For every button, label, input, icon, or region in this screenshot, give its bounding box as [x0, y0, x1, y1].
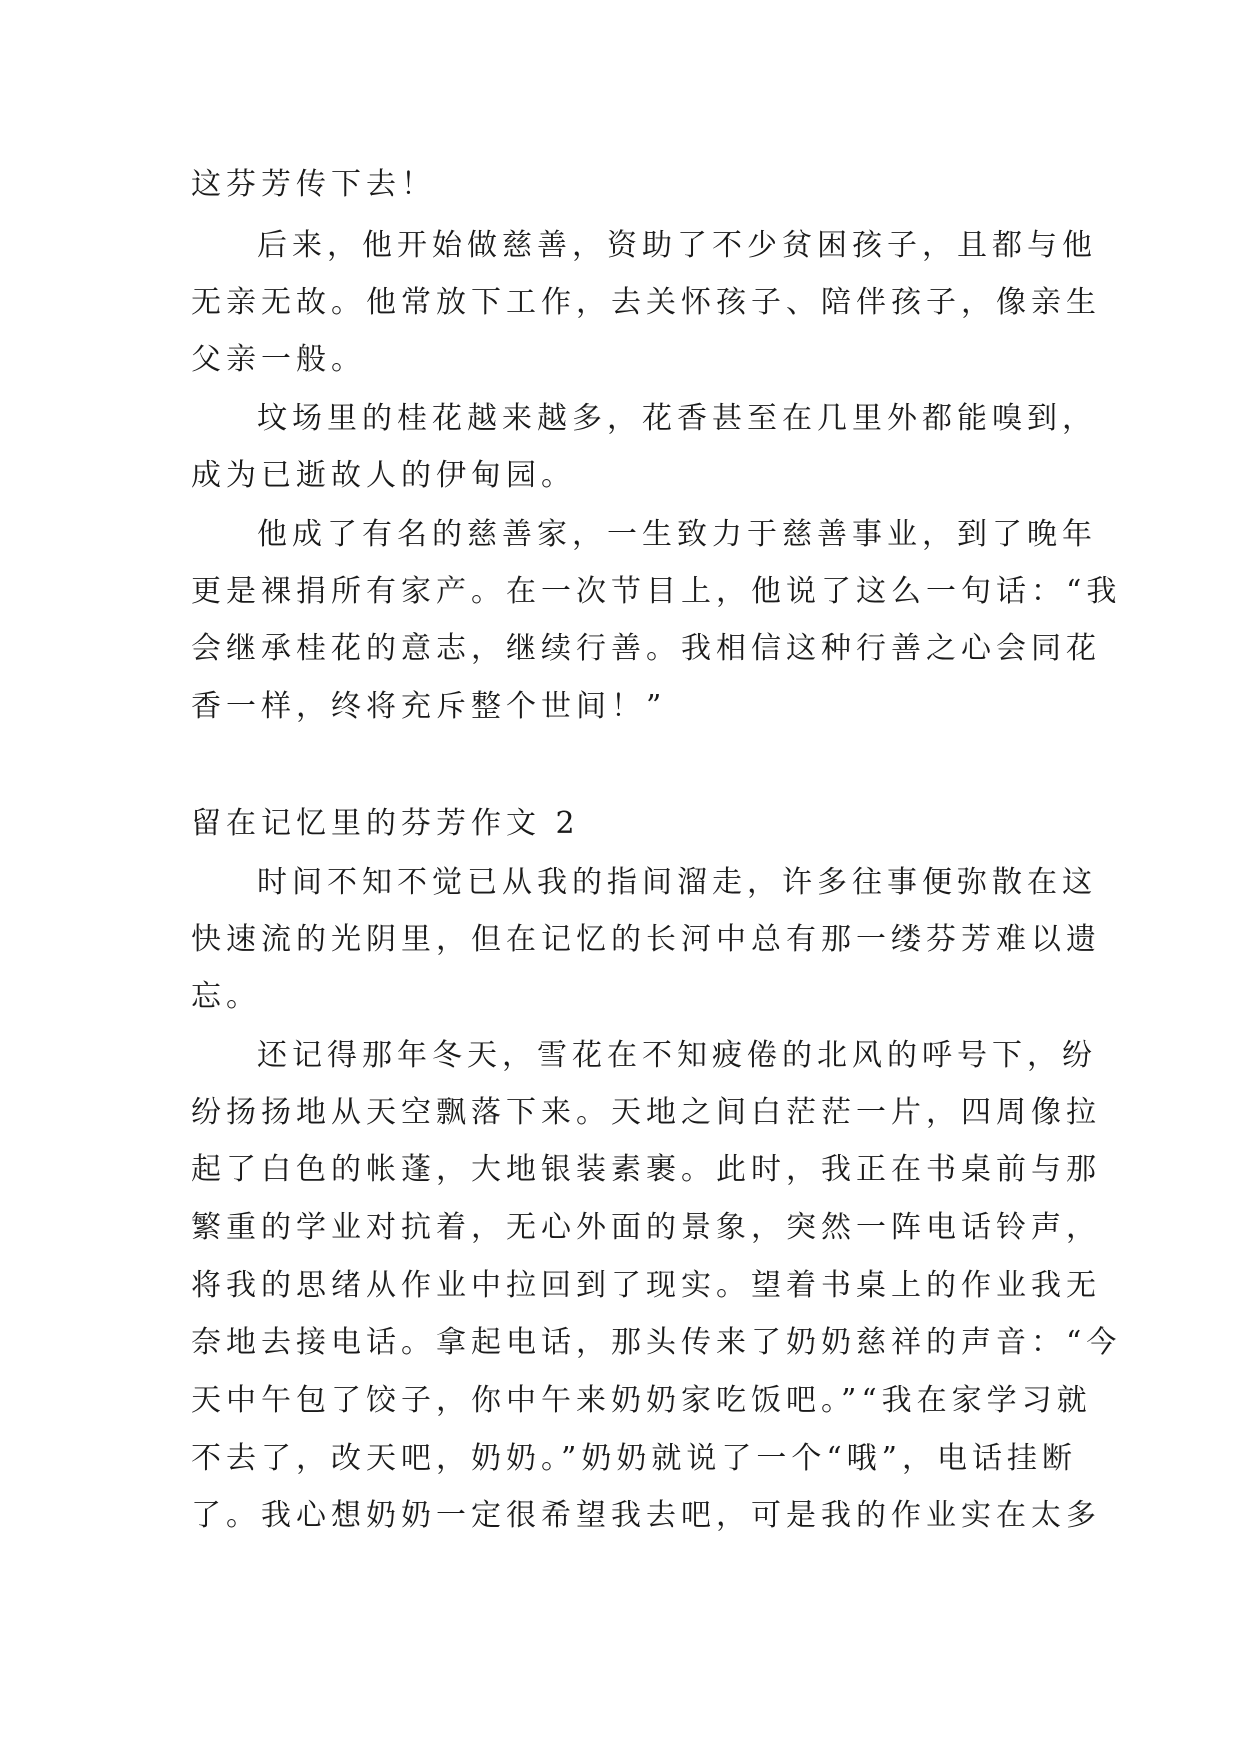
text-line: 天中午包了饺子，你中午来奶奶家吃饭吧。”“我在家学习就 — [191, 1383, 1092, 1418]
paragraph-start: 时间不知不觉已从我的指间溜走，许多往事便弥散在这 — [257, 865, 1097, 900]
text-line: 这芬芳传下去！ — [191, 167, 436, 202]
text-line: 将我的思绪从作业中拉回到了现实。望着书桌上的作业我无 — [191, 1268, 1101, 1303]
text-line: 纷扬扬地从天空飘落下来。天地之间白茫茫一片，四周像拉 — [191, 1095, 1101, 1130]
paragraph-start: 后来，他开始做慈善，资助了不少贫困孩子，且都与他 — [257, 228, 1097, 263]
text-line: 起了白色的帐蓬，大地银装素裹。此时，我正在书桌前与那 — [191, 1152, 1101, 1187]
paragraph-start: 还记得那年冬天，雪花在不知疲倦的北风的呼号下，纷 — [257, 1038, 1097, 1073]
text-line: 成为已逝故人的伊甸园。 — [191, 458, 576, 493]
text-line: 忘。 — [191, 979, 261, 1014]
text-line: 奈地去接电话。拿起电话，那头传来了奶奶慈祥的声音：“今 — [191, 1325, 1122, 1360]
text-line: 繁重的学业对抗着，无心外面的景象，突然一阵电话铃声， — [191, 1210, 1101, 1245]
text-line: 更是裸捐所有家产。在一次节目上，他说了这么一句话：“我 — [191, 574, 1122, 609]
text-line: 无亲无故。他常放下工作，去关怀孩子、陪伴孩子，像亲生 — [191, 285, 1101, 320]
section-heading: 留在记忆里的芬芳作文 2 — [191, 806, 580, 841]
text-line: 会继承桂花的意志，继续行善。我相信这种行善之心会同花 — [191, 631, 1101, 666]
text-line: 了。我心想奶奶一定很希望我去吧，可是我的作业实在太多 — [191, 1498, 1101, 1533]
text-line: 快速流的光阴里，但在记忆的长河中总有那一缕芬芳难以遗 — [191, 922, 1101, 957]
paragraph-start: 坟场里的桂花越来越多，花香甚至在几里外都能嗅到， — [257, 401, 1097, 436]
text-line: 香一样，终将充斥整个世间！” — [191, 689, 667, 724]
text-line: 父亲一般。 — [191, 342, 366, 377]
paragraph-start: 他成了有名的慈善家，一生致力于慈善事业，到了晚年 — [257, 517, 1097, 552]
text-line: 不去了，改天吧，奶奶。”奶奶就说了一个“哦”，电话挂断 — [191, 1441, 1078, 1476]
